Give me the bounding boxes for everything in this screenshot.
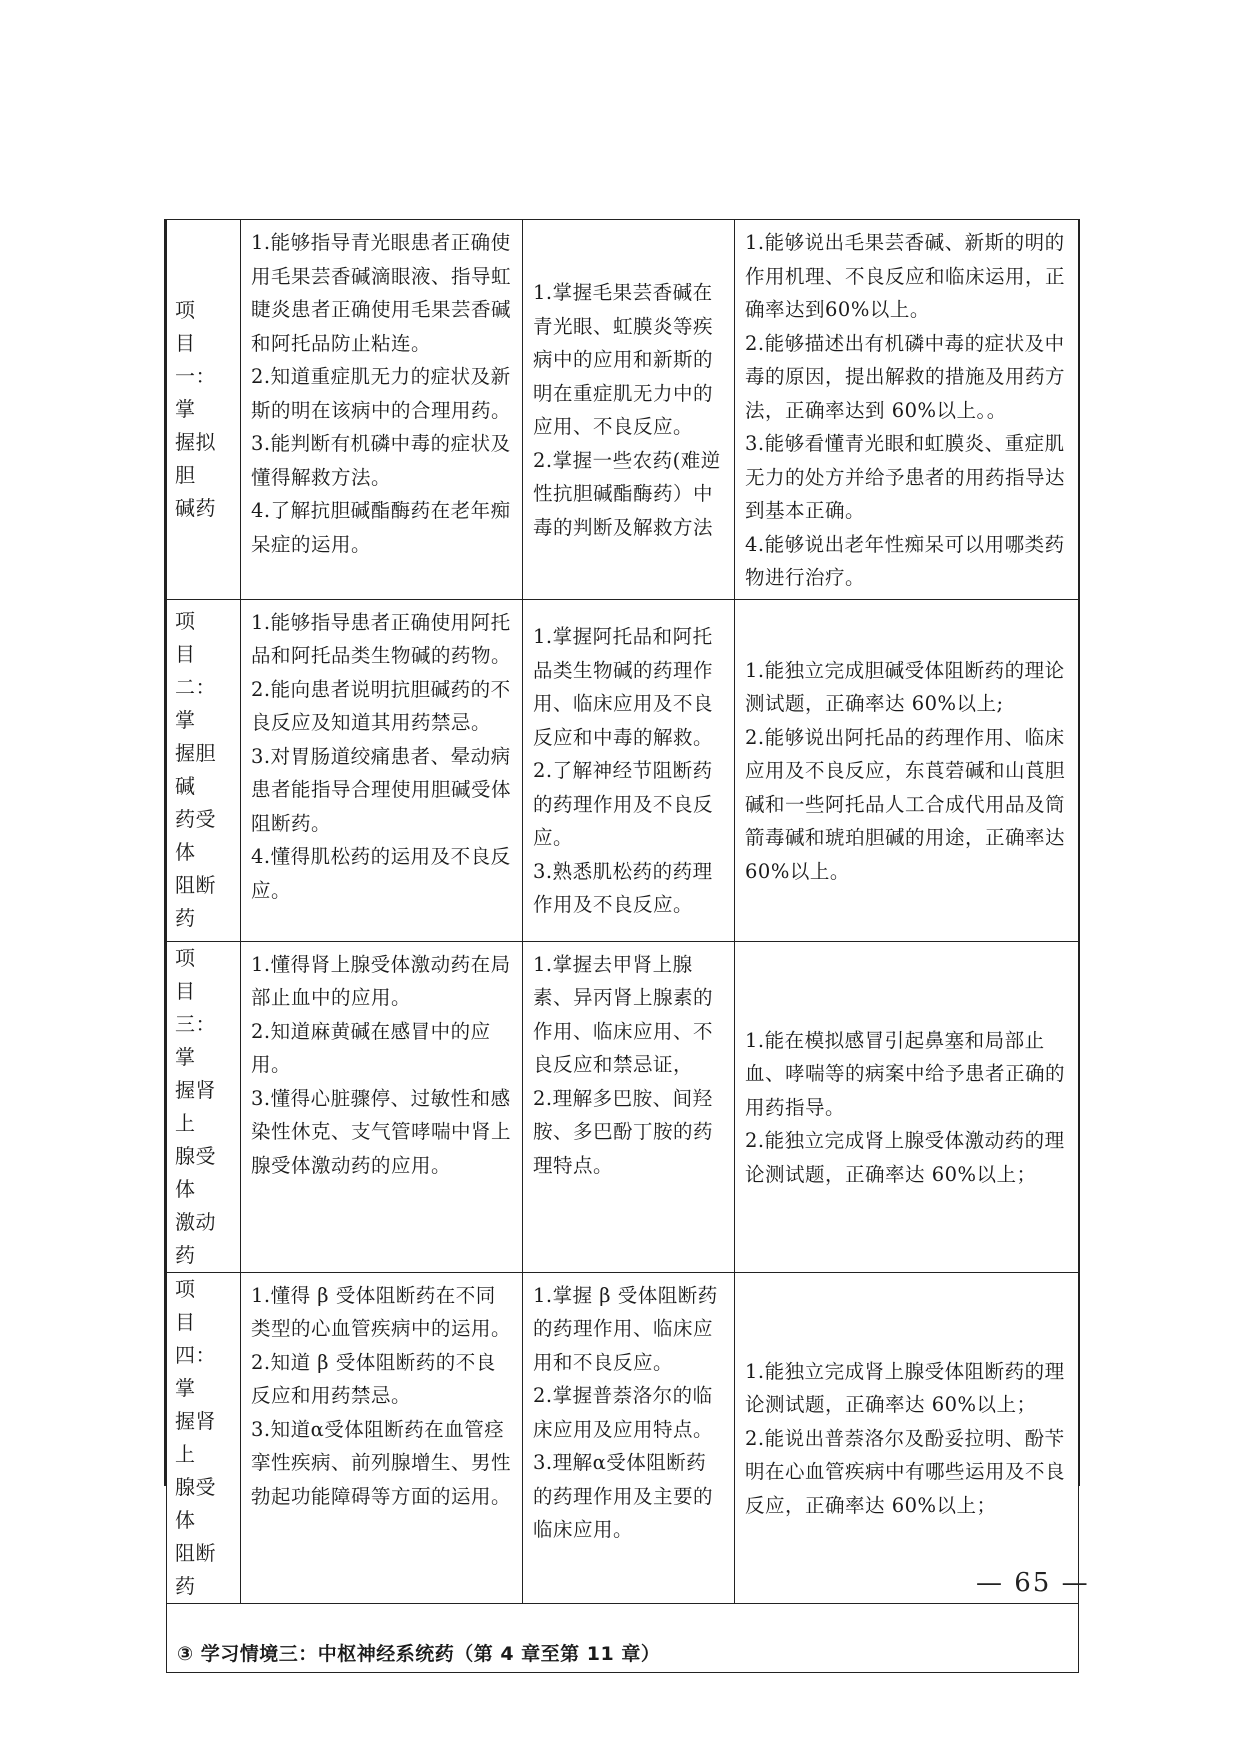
table-row xyxy=(167,599,1079,941)
table-row xyxy=(167,1272,1079,1603)
page-number: — 65 — xyxy=(976,1568,1090,1598)
assessment-cell: 1.能独立完成胆碱受体阻断药的理论测试题，正确率达 60%以上; 2.能够说出阿托品的药理作用、临床应用及不良反应，东莨菪碱和山莨胆碱和一些阿托品人工合成代用品及筒箭毒碱和琥珀胆碱的用途，正确率达 60%以上。 xyxy=(735,599,1079,941)
section-heading: ③ 学习情境三：中枢神经系统药（第 4 章至第 11 章） xyxy=(167,1603,1079,1672)
table-row xyxy=(167,941,1079,1272)
assessment-cell: 1.能在模拟感冒引起鼻塞和局部止血、哮喘等的病案中给予患者正确的用药指导。 2.能独立完成肾上腺受体激动药的理论测试题，正确率达 60%以上； xyxy=(735,941,1079,1272)
ability-goals-cell: 1.能够指导青光眼患者正确使用毛果芸香碱滴眼液、指导虹睫炎患者正确使用毛果芸香碱和阿托品防止粘连。 2.知道重症肌无力的症状及新斯的明在该病中的合理用药。 3.能判断有机磷中毒的症状及懂得解救方法。 4.了解抗胆碱酯酶药在老年痴呆症的运用。 xyxy=(241,220,523,600)
table-row xyxy=(167,1603,1079,1672)
knowledge-goals-cell: 1.掌握毛果芸香碱在青光眼、虹膜炎等疾病中的应用和新斯的明在重症肌无力中的应用、不良反应。 2.掌握一些农药(难逆性抗胆碱酯酶药）中毒的判断及解救方法 xyxy=(523,220,735,600)
table-row xyxy=(167,220,1079,600)
project-name-cell: 项 目 三：掌 握肾上 腺受体 激动药 xyxy=(167,941,241,1272)
assessment-cell: 1.能够说出毛果芸香碱、新斯的明的作用机理、不良反应和临床运用，正确率达到60%以上。 2.能够描述出有机磷中毒的症状及中毒的原因，提出解救的措施及用药方法，正确率达到 60%以上。。 3.能够看懂青光眼和虹膜炎、重症肌无力的处方并给予患者的用药指导达到基本正确。 4.能够说出老年性痴呆可以用哪类药物进行治疗。 xyxy=(735,220,1079,600)
ability-goals-cell: 1.能够指导患者正确使用阿托品和阿托品类生物碱的药物。 2.能向患者说明抗胆碱药的不良反应及知道其用药禁忌。 3.对胃肠道绞痛患者、晕动病患者能指导合理使用胆碱受体阻断药。 4.懂得肌松药的运用及不良反应。 xyxy=(241,599,523,941)
knowledge-goals-cell: 1.掌握阿托品和阿托品类生物碱的药理作用、临床应用及不良反应和中毒的解救。 2.了解神经节阻断药的药理作用及不良反应。 3.熟悉肌松药的药理作用及不良反应。 xyxy=(523,599,735,941)
project-name-cell: 项 目 一：掌 握拟胆 碱药 xyxy=(167,220,241,600)
project-name-cell: 项 目 二：掌 握胆碱 药受体 阻断药 xyxy=(167,599,241,941)
ability-goals-cell: 1.懂得 β 受体阻断药在不同类型的心血管疾病中的运用。 2.知道 β 受体阻断药的不良反应和用药禁忌。 3.知道α受体阻断药在血管痉挛性疾病、前列腺增生、男性勃起功能障碍等方面的运用。 xyxy=(241,1272,523,1603)
knowledge-goals-cell: 1.掌握 β 受体阻断药的药理作用、临床应用和不良反应。 2.掌握普萘洛尔的临床应用及应用特点。 3.理解α受体阻断药的药理作用及主要的临床应用。 xyxy=(523,1272,735,1603)
ability-goals-cell: 1.懂得肾上腺受体激动药在局部止血中的应用。 2.知道麻黄碱在感冒中的应用。 3.懂得心脏骤停、过敏性和感染性休克、支气管哮喘中肾上腺受体激动药的应用。 xyxy=(241,941,523,1272)
knowledge-goals-cell: 1.掌握去甲肾上腺素、异丙肾上腺素的作用、临床应用、不良反应和禁忌证， 2.理解多巴胺、间羟胺、多巴酚丁胺的药理特点。 xyxy=(523,941,735,1272)
assessment-cell: 1.能独立完成肾上腺受体阻断药的理论测试题，正确率达 60%以上； 2.能说出普萘洛尔及酚妥拉明、酚苄明在心血管疾病中有哪些运用及不良反应，正确率达 60%以上； xyxy=(735,1272,1079,1603)
course-table xyxy=(166,219,1079,1673)
project-name-cell: 项 目 四：掌 握肾上 腺受体 阻断药 xyxy=(167,1272,241,1603)
